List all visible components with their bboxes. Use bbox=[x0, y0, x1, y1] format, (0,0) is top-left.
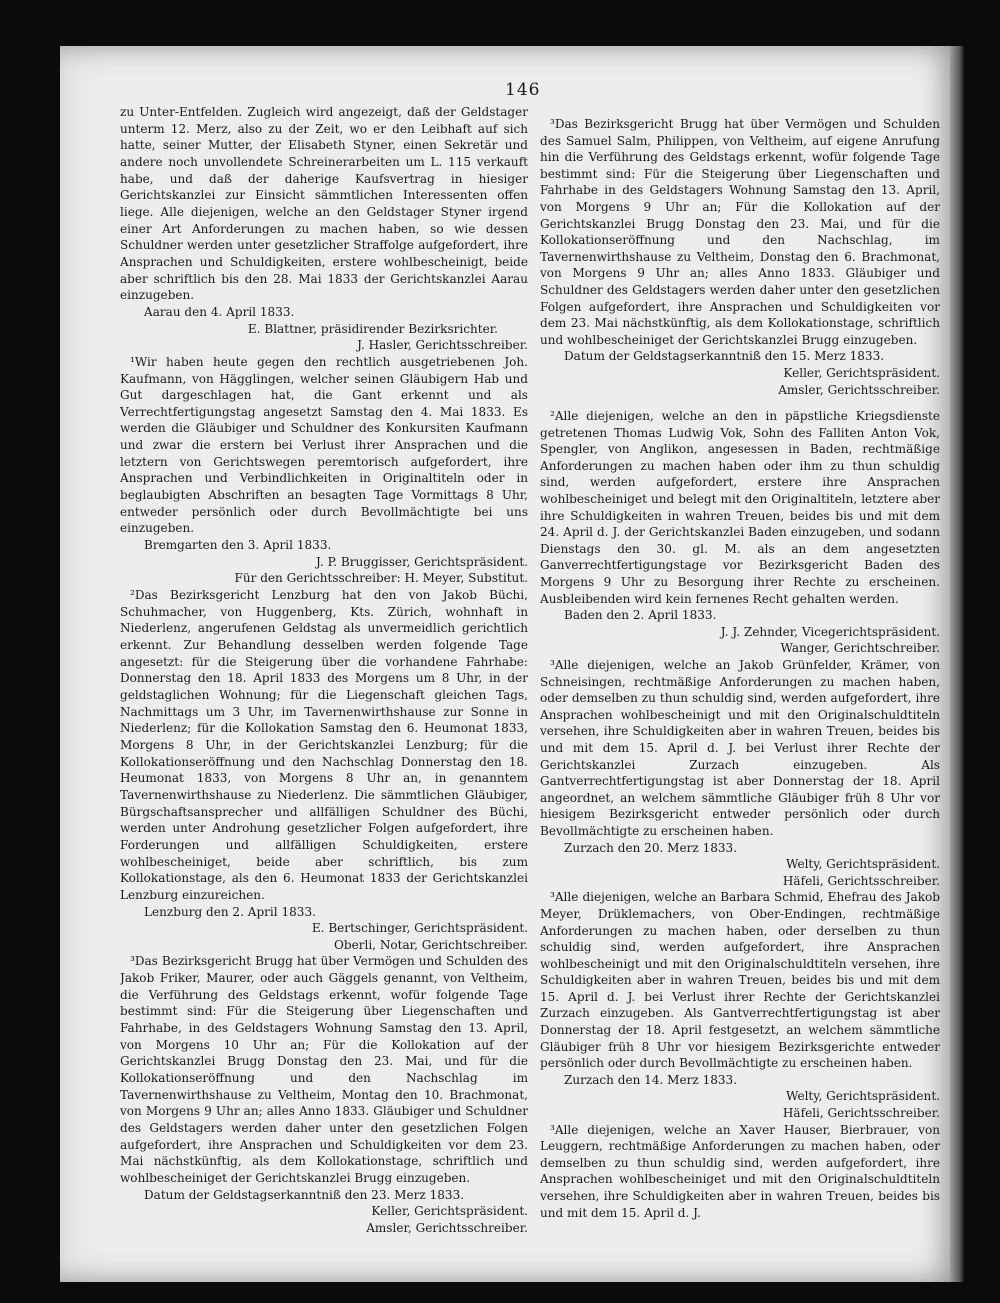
notice-text: ³Alle diejenigen, welche an Jakob Grünfelder, Krämer, von Schneisingen, rechtmäßige Anforderungen zu machen haben, oder demselben zu thun schuldig sind, werden aufgefordert, ihre Ansprachen wohlbescheinigt und mit den Originalschuldtiteln versehen, ihre Schuldigkeiten aber in wahren Treuen, beides bis und mit dem 15. April d. J. bei Verlust ihrer Rechte der Gerichtskanzlei Zurzach einzugeben. Als Gantverrechtfertigungstag ist aber Donnerstag der 18. April angeordnet, an welchem sämmtliche Gläubiger früh 8 Uhr vor hiesigem Bezirksgericht entweder persönlich oder durch Bevollmächtigte zu erscheinen haben. bbox=[540, 658, 940, 838]
right-column bbox=[540, 116, 940, 1266]
notice-signature: Für den Gerichtsschreiber: H. Meyer, Substitut. bbox=[234, 571, 528, 586]
notice-date: Datum der Geldstagserkanntniß den 23. Merz 1833. bbox=[144, 1187, 465, 1202]
notice-signature: Amsler, Gerichtsschreiber. bbox=[366, 1220, 528, 1235]
notice-text: ³Alle diejenigen, welche an Xaver Hauser, Bierbrauer, von Leuggern, rechtmäßige Anforderungen zu machen haben, oder demselben zu thun schuldig sind, werden aufgefordert, ihre Ansprachen wohlbescheiniget und mit den Originalschuldtiteln versehen, ihre Schuldigkeiten aber in wahren Treuen, beides bis und mit dem 15. April d. J. bbox=[540, 1122, 940, 1220]
notice-text: ²Alle diejenigen, welche an den in päpstliche Kriegsdienste getretenen Thomas Ludwig Vok, Sohn des Falliten Anton Vok, Spengler, von Anglikon, angesessen in Baden, rechtmäßige Anforderungen zu machen haben oder ihm zu thun schuldig sind, werden aufgefordert, erstere ihre Ansprachen wohlbescheiniget und belegt mit den Originaltiteln, letztere aber ihre Schuldigkeiten in wahren Treuen, beides bis und mit dem 24. April d. J. der Gerichtskanzlei Baden einzugeben, und sodann Dienstags den 30. gl. M. als an dem angesetzten Ganverrechtfertigungstage vor Bezirksgericht Baden des Morgens 9 Uhr zu Besorgung ihrer Rechte zu erscheinen. Ausbleibenden wird kein fernenes Recht gehalten werden. bbox=[540, 409, 940, 606]
spacer bbox=[540, 398, 940, 408]
notice-signature: J. Hasler, Gerichtsschreiber. bbox=[357, 338, 528, 353]
notice-date: Baden den 2. April 1833. bbox=[564, 608, 717, 623]
page-edge-shadow bbox=[950, 46, 964, 1282]
notice-signature: Oberli, Notar, Gerichtschreiber. bbox=[334, 937, 528, 952]
notice-text: ²Das Bezirksgericht Lenzburg hat den von Jakob Büchi, Schuhmacher, von Huggenberg, Kts. Zürich, wohnhaft in Niederlenz, angerufenen Geldstag als unvermeidlich gerichtlich erkennt. Zur Behandlung desselben werden folgende Tage angesetzt: für die Steigerung über die vorhandene Fahrhabe: Donnerstag den 18. April 1833 des Morgens um 8 Uhr, in der geldstaglichen Wohnung; für die Liegenschaft gleichen Tags, Nachmittags um 3 Uhr, im Tavernenwirthshause zur Sonne in Niederlenz; für die Kollokation Samstag den 6. Heumonat 1833, Morgens 8 Uhr, in der Gerichtskanzlei Lenzburg; für die Kollokationseröffnung und den Nachschlag Donnerstag den 18. Heumonat 1833, von Morgens 8 Uhr an, in genanntem Tavernenwirthshause zu Niederlenz. Die sämmtlichen Gläubiger, Bürgschaftsansprecher und allfälligen Schuldner des Büchi, werden unter Androhung gesetzlicher Folgen aufgefordert, ihre Forderungen und allfälligen Schuldigkeiten, erstere wohlbescheiniget, beide aber schriftlich, bis zum Kollokationstage, als den 6. Heumonat 1833 der Gerichtskanzlei Lenzburg einzureichen. bbox=[120, 588, 528, 902]
notice-text: zu Unter-Entfelden. Zugleich wird angezeigt, daß der Geldstager unterm 12. Merz, also zu der Zeit, wo er den Leibhaft auf sich hatte, seiner Mutter, der Elisabeth Styner, einen Sekretär und andere noch unvollendete Schreinerarbeiten um L. 115 verkauft habe, und daß der daherige Kaufsvertrag in hiesiger Gerichtskanzlei zur Einsicht sämmtlichen Interessenten offen liege. Alle diejenigen, welche an den Geldstager Styner irgend einer Art Anforderungen zu machen haben, so wie dessen Schuldner werden unter gesetzlicher Straffolge aufgefordert, ihre Ansprachen und Schuldigkeiten, erstere wohlbescheinigt, beide aber schriftlich bis den 28. Mai 1833 der Gerichtskanzlei Aarau einzugeben. bbox=[120, 105, 528, 303]
notice-signature: Keller, Gerichtspräsident. bbox=[371, 1204, 528, 1219]
notice-date: Zurzach den 20. Merz 1833. bbox=[564, 840, 738, 855]
page-number: 146 bbox=[505, 80, 541, 100]
notice-text: ³Das Bezirksgericht Brugg hat über Vermögen und Schulden des Jakob Friker, Maurer, oder auch Gäggels genannt, von Veltheim, die Verführung des Geldstags erkennt, wofür folgende Tage bestimmt sind: Für die Steigerung über Liegenschaften und Fahrhabe, in des Geldstagers Wohnung Samstag den 13. April, von Morgens 10 Uhr an; Für die Kollokation auf der Gerichtskanzlei Brugg Donstag den 23. Mai, und für die Kollokationseröffnung und den Nachschlag im Tavernenwirthshause zu Veltheim, Montag den 10. Brachmonat, von Morgens 9 Uhr an; alles Anno 1833. Gläubiger und Schuldner des Geldstagers werden daher unter den gesetzlichen Folgen aufgefordert, ihre Ansprachen und Schuldigkeiten vor dem 23. Mai nächstkünftig, als dem Kollokationstage, schriftlich und wohlbescheiniget der Gerichtskanzlei Brugg einzugeben. bbox=[120, 954, 528, 1185]
notice-signature: Wanger, Gerichtschreiber. bbox=[780, 641, 940, 656]
notice-date: Zurzach den 14. Merz 1833. bbox=[564, 1072, 738, 1087]
notice-signature: Häfeli, Gerichtsschreiber. bbox=[782, 873, 940, 888]
notice-text: ³Alle diejenigen, welche an Barbara Schmid, Ehefrau des Jakob Meyer, Drüklemachers, von Ober-Endingen, rechtmäßige Anforderungen zu machen haben, oder derselben zu thun schuldig sind, werden aufgefordert, ihre Ansprachen wohlbescheinigt und mit den Originalschuldtiteln versehen, ihre Schuldigkeiten aber in wahren Treuen, beides bis und mit dem 15. April d. J. bei Verlust ihrer Rechte der Gerichtskanzlei Zurzach einzugeben. Als Gantverrechtfertigungstag ist aber Donnerstag der 18. April festgesetzt, an welchem sämmtliche Gläubiger früh 8 Uhr vor hiesigem Bezirksgerichte entweder persönlich oder durch Bevollmächtigte zu erscheinen haben. bbox=[540, 890, 940, 1071]
notice-signature: Keller, Gerichtspräsident. bbox=[783, 365, 940, 380]
notice-signature: E. Bertschinger, Gerichtspräsident. bbox=[311, 921, 528, 936]
notice-signature: Welty, Gerichtspräsident. bbox=[786, 857, 940, 872]
notice-signature: Amsler, Gerichtsschreiber. bbox=[778, 382, 940, 397]
notice-date: Aarau den 4. April 1833. bbox=[144, 304, 295, 319]
notice-date: Lenzburg den 2. April 1833. bbox=[144, 904, 316, 919]
notice-signature: E. Blattner, präsidirender Bezirksrichter. bbox=[247, 321, 498, 336]
notice-date: Bremgarten den 3. April 1833. bbox=[144, 538, 332, 553]
notice-signature: J. J. Zehnder, Vicegerichtspräsident. bbox=[720, 624, 940, 639]
notice-text: ³Das Bezirksgericht Brugg hat über Vermögen und Schulden des Samuel Salm, Philippen, von Veltheim, auf eigene Anrufung hin die Verführung des Geldstags erkennt, wofür folgende Tage bestimmt sind: Für die Steigerung über Liegenschaften und Fahrhabe in des Geldstagers Wohnung Samstag den 13. April, von Morgens 9 Uhr an; Für die Kollokation auf der Gerichtskanzlei Brugg Donstag den 23. Mai, und für die Kollokationseröffnung und den Nachschlag, im Tavernenwirthshause zu Veltheim, Donstag den 6. Brachmonat, von Morgens 9 Uhr an; alles Anno 1833. Gläubiger und Schuldner des Geldstagers werden daher unter den gesetzlichen Folgen aufgefordert, ihre Ansprachen und Schuldigkeiten vor dem 23. Mai nächstkünftig, als dem Kollokationstage, schriftlich und wohlbescheiniget der Gerichtskanzlei Brugg einzugeben. bbox=[540, 117, 940, 347]
notice-signature: J. P. Bruggisser, Gerichtspräsident. bbox=[316, 554, 528, 569]
notice-signature: Häfeli, Gerichtsschreiber. bbox=[782, 1106, 940, 1121]
notice-date: Datum der Geldstagserkanntniß den 15. Merz 1833. bbox=[564, 349, 885, 364]
left-column bbox=[120, 104, 528, 1254]
notice-text: ¹Wir haben heute gegen den rechtlich ausgetriebenen Joh. Kaufmann, von Hägglingen, welcher seinen Gläubigern Hab und Gut dargeschlagen hat, die Gant erkennt und als Verrechtfertigungstag angesetzt Samstag den 4. Mai 1833. Es werden die Gläubiger und Schuldner des Konkursiten Kaufmann und zwar die erstern bei Verlust ihrer Ansprachen und die letztern von Gerichtswegen peremtorisch aufgefordert, ihre Ansprachen und Verbindlichkeiten in Originaltiteln oder in beglaubigten Abschriften an besagten Tage Vormittags 8 Uhr, entweder persönlich oder durch Bevollmächtigte bei uns einzugeben. bbox=[120, 354, 528, 536]
notice-signature: Welty, Gerichtspräsident. bbox=[786, 1089, 940, 1104]
